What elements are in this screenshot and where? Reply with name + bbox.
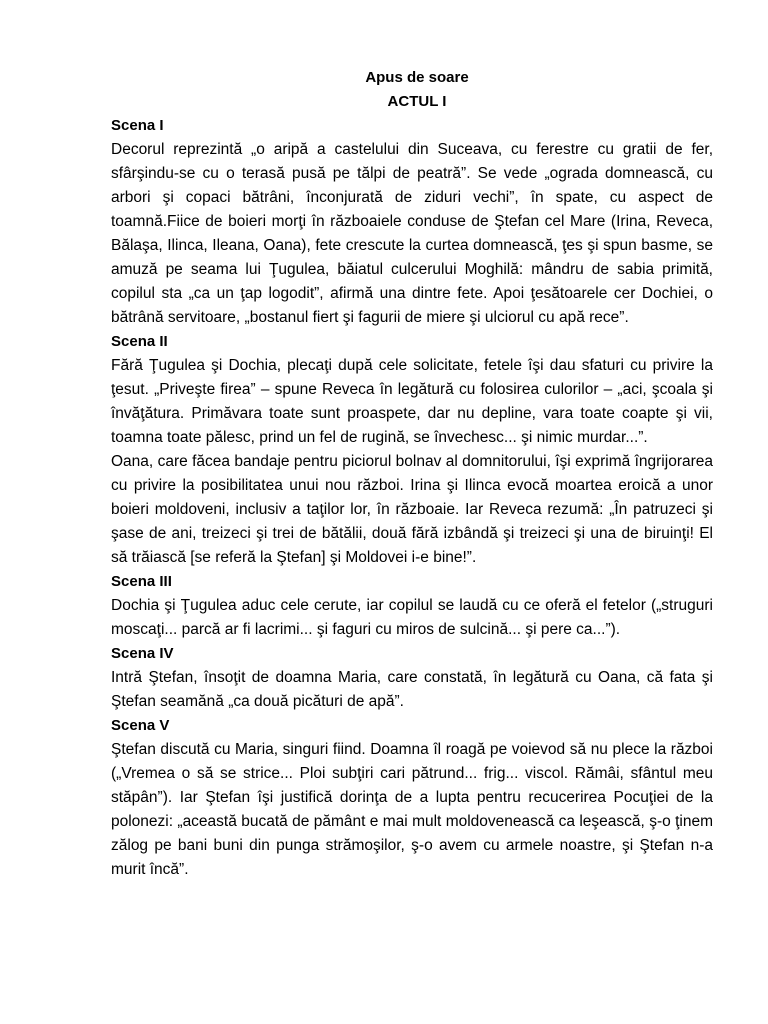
scene-paragraph: Fără Ţugulea şi Dochia, plecaţi după cele solicitate, fetele îşi dau sfaturi cu privire la ţesut. „Priveşte firea” – spune Reveca în legătură cu folosirea culorilor – „aci, şcoala şi învăţătura. Primăvara toate sunt proaspete, dar nu depline, vara toate coapte şi vii, toamna toate pălesc, prind un fel de rugină, se învechesc... şi nimic murdar...”. — [111, 357, 713, 446]
scene-paragraph: Ştefan discută cu Maria, singuri fiind. Doamna îl roagă pe voievod să nu plece la război („Vremea o să se strice... Ploi subţiri cari pătrund... frig... viscol. Rămâi, sfântul meu stăpân”). Iar Ştefan îşi justifică dorinţa de a lupta pentru recucerirea Pocuţiei de la polonezi: „această bucată de pământ e mai mult moldovenească ca leşească, ş-o ţinem zălog pe bani buni din punga strămoşilor, ş-o avem cu armele noastre, şi Ştefan n-a murit încă”. — [111, 741, 713, 878]
scene-paragraph: Oana, care făcea bandaje pentru piciorul bolnav al domnitorului, îşi exprimă îngrijorarea cu privire la posibilitatea unui nou război. Irina şi Ilinca evocă moartea eroică a unor boieri moldoveni, inclusiv a taţilor lor, în războaie. Iar Reveca rezumă: „În patruzeci şi şase de ani, treizeci şi trei de bătălii, două fără izbândă şi treizeci şi una de biruinţi! El să trăiască [se referă la Ştefan] şi Moldovei i-e bine!”. — [111, 453, 713, 566]
scene-heading: Scena IV — [111, 645, 174, 662]
scene-paragraph: Dochia şi Ţugulea aduc cele cerute, iar copilul se laudă cu ce oferă el fetelor („struguri moscaţi... parcă ar fi lacrimi... şi faguri cu miros de sulcină... şi pere ca...”). — [111, 597, 713, 638]
scene-paragraph: Intră Ştefan, însoţit de doamna Maria, care constată, în legătură cu Oana, că fata şi Ştefan seamănă „ca două picături de apă”. — [111, 669, 713, 710]
scene-heading: Scena II — [111, 333, 168, 350]
scene-paragraph: Decorul reprezintă „o aripă a castelului din Suceava, cu ferestre cu gratii de fer, sfârşindu-se cu o terasă pusă pe tălpi de peatră”. Se vede „ograda domnească, cu arbori şi copaci bătrâni, înconjurată de ziduri vechi”, în spate, cu aspect de toamnă.Fiice de boieri morţi în războaiele conduse de Ştefan cel Mare (Irina, Reveca, Bălaşa, Ilinca, Ileana, Oana), fete crescute la curtea domnească, ţes şi spun basme, se amuză pe seama lui Ţugulea, băiatul culcerului Moghilă: mândru de sabia primită, copilul sta „ca un ţap logodit”, afirmă una dintre fete. Apoi ţesătoarele cer Dochiei, o bătrână servitoare, „bostanul fiert şi fagurii de miere şi ulciorul cu apă rece”. — [111, 141, 713, 326]
scene-heading: Scena V — [111, 717, 170, 734]
scene-heading: Scena III — [111, 573, 172, 590]
document-body — [111, 66, 713, 882]
scene-3 — [111, 570, 713, 642]
scene-4 — [111, 642, 713, 714]
scene-2 — [111, 330, 713, 570]
scene-1 — [111, 114, 713, 330]
document-title: Apus de soare — [365, 69, 469, 86]
scene-5 — [111, 714, 713, 882]
scene-heading: Scena I — [111, 117, 164, 134]
act-heading: ACTUL I — [387, 93, 447, 110]
